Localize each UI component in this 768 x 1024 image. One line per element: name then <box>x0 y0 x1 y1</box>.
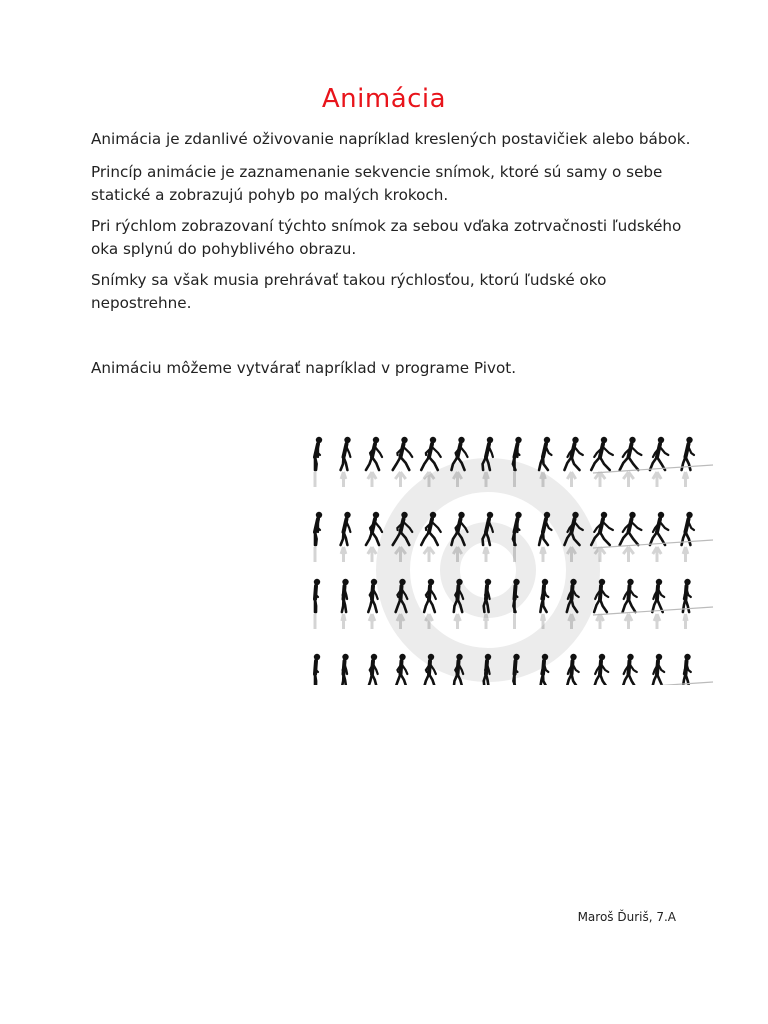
silhouette-figure <box>591 437 613 487</box>
animation-sequence-image <box>303 415 716 685</box>
silhouette-row <box>315 512 713 562</box>
silhouette-figure <box>342 579 349 629</box>
silhouette-figure <box>342 654 349 685</box>
ground-streak <box>593 465 713 473</box>
silhouette-figure <box>564 437 582 487</box>
silhouette-row <box>315 437 713 487</box>
silhouette-figure <box>652 579 664 629</box>
silhouette-figure <box>341 512 351 562</box>
silhouette-figure <box>314 579 320 629</box>
silhouette-figure <box>393 437 413 487</box>
silhouette-figure <box>315 512 322 562</box>
silhouette-figure <box>623 579 637 629</box>
silhouette-figure <box>623 654 637 685</box>
silhouette-figure <box>620 512 642 562</box>
silhouette-figure <box>682 512 694 562</box>
silhouette-figure <box>567 654 579 685</box>
silhouette-figure <box>368 579 377 629</box>
document-title: Animácia <box>321 84 447 114</box>
paragraph-principle: Princíp animácie je zaznamenanie sekvencie snímok, ktoré sú samy o sebe statické a zobrazujú pohyb po malých krokoch. <box>91 163 663 204</box>
silhouette-figure <box>314 654 320 685</box>
paragraph-persistence: Pri rýchlom zobrazovaní týchto snímok za sebou vďaka zotrvačnosti ľudského oka splynú do pohyblivého obrazu. <box>91 217 682 258</box>
silhouette-figure <box>341 437 351 487</box>
silhouette-figure <box>683 654 691 685</box>
silhouette-figure <box>682 437 694 487</box>
silhouette-figure <box>396 654 408 685</box>
silhouette-figure <box>650 512 668 562</box>
silhouette-figure <box>366 437 382 487</box>
silhouette-figure <box>368 654 377 685</box>
paragraph-definition: Animácia je zdanlivé oživovanie napríklad kreslených postavičiek alebo bábok. <box>91 130 691 148</box>
silhouette-figure <box>652 654 664 685</box>
silhouette-figure <box>594 654 608 685</box>
ground-streak <box>593 540 713 548</box>
silhouette-figure <box>620 437 642 487</box>
silhouette-figure <box>315 437 322 487</box>
silhouette-figure <box>650 437 668 487</box>
watermark-rings <box>393 475 583 665</box>
paragraph-pivot: Animáciu môžeme vytvárať napríklad v programe Pivot. <box>91 359 517 377</box>
author-signature: Maroš Ďuriš, 7.A <box>577 910 676 924</box>
paragraph-speed: Snímky sa však musia prehrávať takou rýchlosťou, ktorú ľudské oko nepostrehne. <box>91 271 607 312</box>
silhouette-figure <box>683 579 691 629</box>
